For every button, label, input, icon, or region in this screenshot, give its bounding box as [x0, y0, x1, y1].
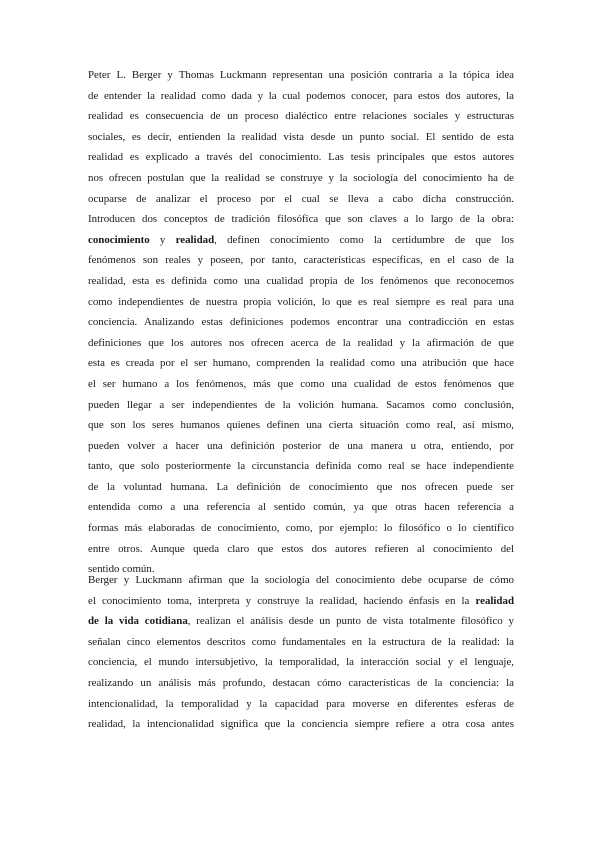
bold-term: conocimiento [88, 233, 150, 246]
text-run: esta es creada por el ser humano, comprenden la realidad como una atribución que hace [88, 357, 514, 370]
text-line [88, 477, 514, 498]
text-line [88, 714, 514, 735]
text-line [88, 694, 514, 715]
text-run: y [149, 233, 176, 246]
bold-term: realidad [475, 594, 514, 607]
paragraph-1 [88, 65, 514, 580]
text-run: el conocimiento toma, interpreta y construye la realidad, haciendo énfasis en la [88, 594, 476, 607]
text-line [88, 395, 514, 416]
text-line [88, 230, 514, 251]
text-run: como independientes de nuestra propia volición, lo que es real siempre es real para una [88, 295, 514, 308]
text-run: sociales, es decir, entienden la realidad vista desde un punto social. El sentido de esta [88, 130, 514, 143]
text-line [88, 518, 514, 539]
text-run: entendida como a una referencia al sentido común, ya que otras hacen referencia a [88, 501, 514, 514]
text-line [88, 456, 514, 477]
text-run: conciencia, el mundo intersubjetivo, la temporalidad, la interacción social y el lenguaje, [88, 656, 514, 669]
text-line [88, 189, 514, 210]
text-line [88, 374, 514, 395]
text-line [88, 652, 514, 673]
text-run: ocuparse de analizar el proceso por el cual se lleva a cabo dicha construcción. [88, 192, 514, 205]
text-run: realidad es explicado a través del conocimiento. Las tesis principales que estos autores [88, 151, 514, 164]
text-line [88, 271, 514, 292]
text-line [88, 292, 514, 313]
text-line [88, 570, 514, 591]
text-run: intencionalidad, la temporalidad y la capacidad para moverse en diferentes esferas de [88, 697, 514, 710]
text-run: tanto, que solo posteriormente la circunstancia definida como real se hace independiente [88, 460, 514, 473]
text-run: formas más elaboradas de conocimiento, como, por ejemplo: lo filosófico o lo científico [88, 522, 514, 535]
text-run: sentido común. [88, 563, 155, 576]
text-line [88, 497, 514, 518]
text-run: , definen conocimiento como la certidumbre de que los [214, 233, 514, 246]
text-run: pueden volver a hacer una definición posterior de una manera u otra, entiendo, por [88, 439, 514, 452]
text-line [88, 591, 514, 612]
text-line [88, 632, 514, 653]
text-line [88, 415, 514, 436]
text-run: pueden llegar a ser independientes de la volición humana. Sacamos como conclusión, [88, 398, 514, 411]
text-run: el ser humano a los fenómenos, más que como una cualidad de estos fenómenos que [88, 377, 514, 390]
text-run: realizando un análisis más profundo, destacan cómo características de la conciencia: la [88, 676, 514, 689]
text-line [88, 333, 514, 354]
text-line [88, 86, 514, 107]
text-run: Berger y Luckmann afirman que la sociología del conocimiento debe ocuparse de cómo [88, 574, 514, 586]
text-line [88, 673, 514, 694]
text-run: conciencia. Analizando estas definiciones podemos encontrar una contradicción en estas [88, 316, 514, 329]
paragraph-2 [88, 570, 514, 735]
text-run: nos ofrecen postulan que la realidad se construye y la sociología del conocimiento ha de [88, 171, 514, 184]
text-run: realidad es consecuencia de un proceso dialéctico entre relaciones sociales y estructuras [88, 110, 514, 123]
text-run: que son los seres humanos quienes definen una cierta situación como real, así mismo, [88, 419, 514, 432]
text-line [88, 168, 514, 189]
text-run: entre otros. Aunque queda claro que estos dos autores refieren al conocimiento del [88, 542, 514, 555]
text-line [88, 353, 514, 374]
text-line [88, 250, 514, 271]
text-line [88, 147, 514, 168]
text-run: fenómenos son reales y poseen, por tanto, características específicas, en el caso de la [88, 254, 514, 267]
text-run: señalan cinco elementos descritos como fundamentales en la estructura de la realidad: la [88, 635, 514, 648]
text-line [88, 539, 514, 560]
text-run: Peter L. Berger y Thomas Luckmann representan una posición contraria a la tópica idea [88, 69, 514, 81]
text-line [88, 436, 514, 457]
text-run: realidad, la intencionalidad significa que la conciencia siempre refiere a otra cosa antes [88, 718, 514, 731]
text-run: definiciones que los autores nos ofrecen acerca de la realidad y la afirmación de que [88, 336, 514, 349]
text-run: de entender la realidad como dada y la cual podemos conocer, para estos dos autores, la [88, 89, 514, 102]
text-run: de la voluntad humana. La definición de conocimiento que nos ofrecen puede ser [88, 480, 514, 493]
bold-term: realidad [175, 233, 215, 246]
text-run: realidad, esta es definida como una cualidad propia de los fenómenos que reconocemos [88, 274, 514, 287]
text-line [88, 127, 514, 148]
text-line [88, 312, 514, 333]
text-run: , realizan el análisis desde un punto de vista totalmente filosófico y [187, 615, 514, 628]
text-line [88, 209, 514, 230]
bold-term: de la vida cotidiana [88, 615, 188, 628]
text-line [88, 65, 514, 86]
text-line [88, 611, 514, 632]
text-line [88, 106, 514, 127]
text-run: Introducen dos conceptos de tradición filosófica que son claves a lo largo de la obra: [88, 213, 514, 226]
